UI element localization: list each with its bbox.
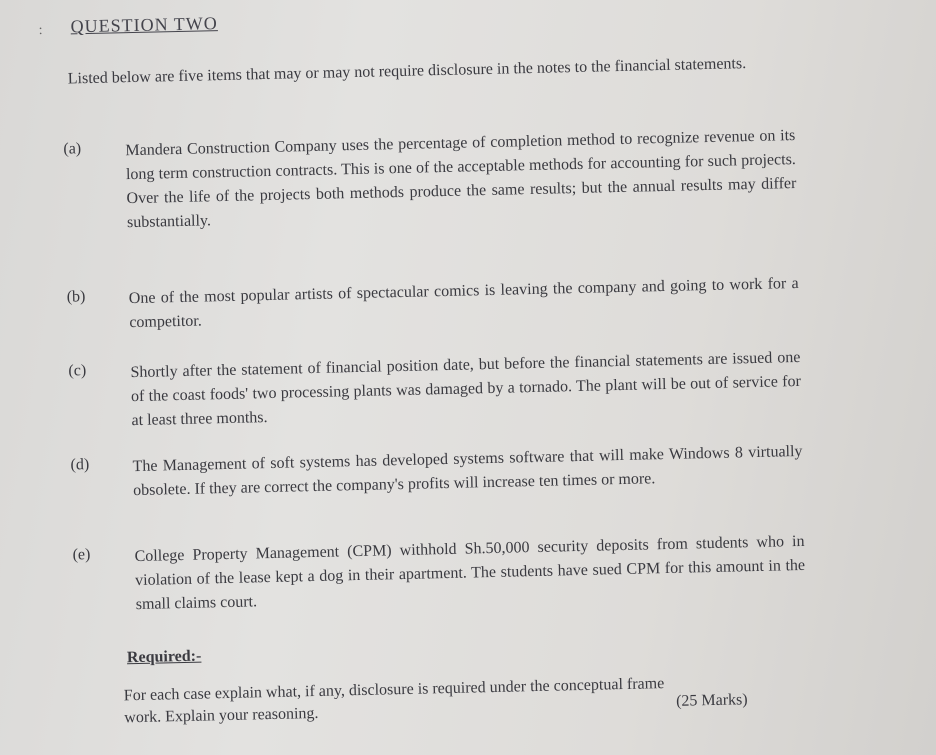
item-letter: (b) (66, 288, 86, 306)
item-letter: (d) (70, 456, 90, 474)
question-heading: QUESTION TWO (70, 13, 218, 37)
item-text: The Management of soft systems has developed systems software that will make Windows 8 virtually obsolete. If they are correct the company's profits will increase ten times or more. (132, 442, 803, 500)
required-label: Required:- (126, 647, 202, 667)
item-letter: (a) (63, 140, 82, 158)
item-text: College Property Management (CPM) withhold Sh.50,000 security deposits from students who in violation of the lease kept a dog in their apartment. The students have sued CPM for this amount in the small claims court. (134, 532, 806, 614)
item-text: One of the most popular artists of spectacular comics is leaving the company and going to work for a competitor. (128, 274, 799, 332)
instruction-text: For each case explain what, if any, disclosure is required under the conceptual frame work. Explain your reasoning. (123, 675, 665, 727)
item-letter: (c) (68, 362, 87, 380)
margin-mark: : (38, 23, 43, 39)
list-item-d (70, 440, 810, 500)
list-item-c (68, 346, 808, 430)
marks-label: (25 Marks) (675, 691, 748, 710)
list-item-e (72, 530, 812, 614)
item-text: Mandera Construction Company uses the percentage of completion method to recognize revenue on its long term construction contracts. This is one of the acceptable methods for accounting for such projects. Over the life of the projects both methods produce the same results; but the annual results may differ substantially. (125, 126, 797, 232)
list-item-a (63, 124, 803, 232)
item-letter: (e) (72, 546, 91, 564)
list-item-b (66, 272, 807, 332)
item-text: Shortly after the statement of financial position date, but before the financial statements are issued one of the coast foods' two processing plants was damaged by a tornado. The plant will be out of service for at least three months. (130, 348, 802, 430)
intro-paragraph: Listed below are five items that may or may not require disclosure in the notes to the financial statements. (67, 55, 747, 88)
